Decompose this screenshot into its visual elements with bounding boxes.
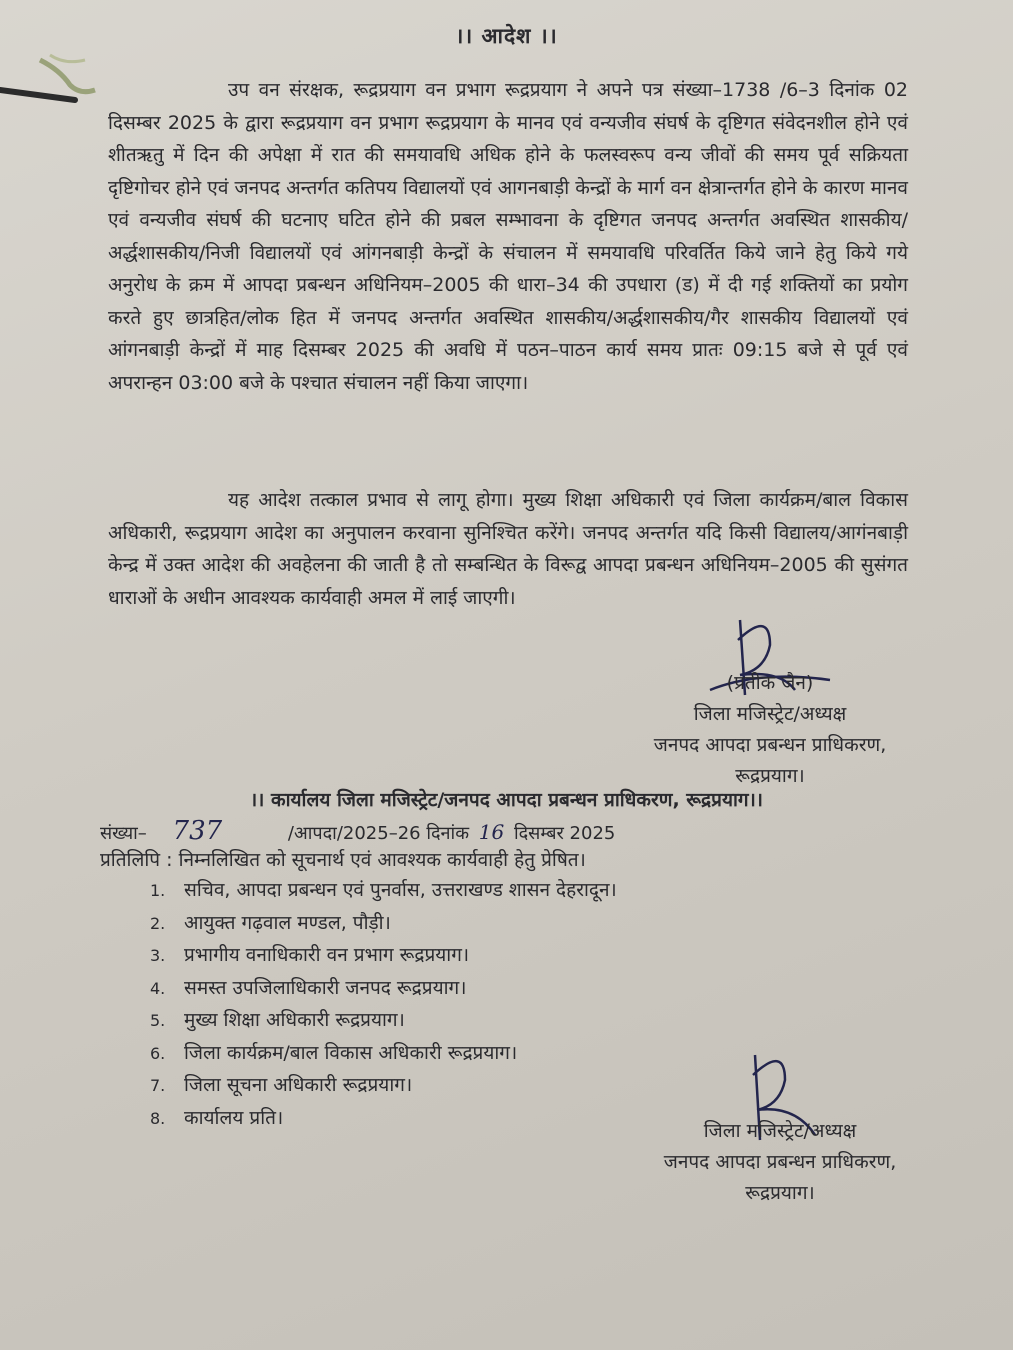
list-item	[150, 1037, 617, 1070]
reference-text: /आपदा/2025–26 दिनांक	[287, 823, 470, 844]
list-item	[150, 939, 617, 972]
signature-block-1	[620, 668, 920, 792]
list-number: 5.	[150, 1011, 166, 1030]
signatory-designation: जिला मजिस्ट्रेट/अध्यक्ष	[693, 703, 847, 725]
date-month-year: दिसम्बर 2025	[513, 823, 616, 844]
list-text: मुख्य शिक्षा अधिकारी रूद्रप्रयाग।	[184, 1009, 405, 1031]
signatory-place: रूद्रप्रयाग।	[745, 1182, 815, 1204]
list-text: जिला सूचना अधिकारी रूद्रप्रयाग।	[184, 1074, 413, 1096]
reference-line	[100, 818, 615, 847]
list-number: 8.	[150, 1108, 166, 1128]
list-item	[150, 907, 617, 940]
copy-label: प्रतिलिपि :	[100, 849, 173, 871]
list-text: कार्यालय प्रति।	[184, 1106, 284, 1129]
signature-block-2	[620, 1116, 940, 1209]
signatory-authority: जनपद आपदा प्रबन्धन प्राधिकरण,	[663, 1151, 897, 1173]
order-paragraph-1: उप वन संरक्षक, रूद्रप्रयाग वन प्रभाग रूद्रप्रयाग ने अपने पत्र संख्या–1738 /6–3 दिनांक 02 दिसम्बर 2025 के द्वारा रूद्रप्रयाग वन प्रभाग रूद्रप्रयाग के मानव एवं वन्यजीव संघर्ष के दृष्टिगत संवेदनशील होने एवं शीतऋतु में दिन की अपेक्षा में रात की समयावधि अधिक होने के फलस्वरूप वन्य जीवों की समय पूर्व सक्रियता दृष्टिगोचर होने एवं जनपद अन्तर्गत कतिपय विद्यालयों एवं आगनबाड़ी केन्द्रों के मार्ग वन क्षेत्रान्तर्गत होने के कारण मानव एवं वन्यजीव संघर्ष की घटनाए घटित होने की प्रबल सम्भावना के दृष्टिगत जनपद अन्तर्गत अवस्थित शासकीय/अर्द्धशासकीय/निजी विद्यालयों एवं आंगनबाड़ी केन्द्रों के संचालन में समयावधि परिवर्तित किये जाने हेतु किये गये अनुरोध के क्रम में आपदा प्रबन्धन अधिनियम–2005 की धारा–34 की उपधारा (ड) में दी गई शक्तियों का प्रयोग करते हुए छात्रहित/लोक हित में जनपद अन्तर्गत अवस्थित शासकीय/अर्द्धशासकीय/गैर शासकीय विद्यालयों एवं आंगनबाड़ी केन्द्रों में माह दिसम्बर 2025 की अवधि में पठन–पाठन कार्य समय प्रातः 09:15 बजे से पूर्व एवं अपरान्हन 03:00 बजे के पश्चात संचालन नहीं किया जाएगा।	[108, 79, 908, 394]
signatory-place: रूद्रप्रयाग।	[735, 765, 805, 787]
list-number: 7.	[150, 1076, 166, 1095]
list-item	[150, 972, 617, 1005]
list-text: जिला कार्यक्रम/बाल विकास अधिकारी रूद्रप्रयाग।	[184, 1041, 518, 1064]
order-paragraph-2: यह आदेश तत्काल प्रभाव से लागू होगा। मुख्य शिक्षा अधिकारी एवं जिला कार्यक्रम/बाल विकास अधिकारी, रूद्रप्रयाग आदेश का अनुपालन करवाना सुनिश्चित करेंगे। जनपद अन्तर्गत यदि किसी विद्यालय/आगंनबाड़ी केन्द्र में उक्त आदेश की अवहेलना की जाती है तो सम्बन्धित के विरूद्व आपदा प्रबन्धन अधिनियम–2005 की सुसंगत धाराओं के अधीन आवश्यक कार्यवाही अमल में लाई जाएगी।	[108, 489, 908, 609]
list-item	[150, 874, 617, 907]
pen-and-thread-object	[0, 40, 120, 120]
handwritten-day: 16	[478, 820, 505, 844]
office-header: ।। कार्यालय जिला मजिस्ट्रेट/जनपद आपदा प्रबन्धन प्राधिकरण, रूद्रप्रयाग।।	[249, 789, 763, 811]
copy-text: निम्नलिखित को सूचनार्थ एवं आवश्यक कार्यवाही हेतु प्रेषित।	[178, 849, 586, 871]
list-item	[150, 1004, 617, 1037]
list-text: आयुक्त गढ़वाल मण्डल, पौड़ी।	[184, 911, 391, 934]
list-text: प्रभागीय वनाधिकारी वन प्रभाग रूद्रप्रयाग।	[184, 944, 470, 966]
list-number: 6.	[150, 1043, 166, 1063]
copy-recipient-list	[150, 874, 617, 1134]
list-item	[150, 1102, 617, 1135]
list-number: 4.	[150, 978, 166, 998]
list-item	[150, 1069, 617, 1102]
signatory-name: (प्रतीक जैन)	[726, 672, 814, 694]
list-number: 2.	[150, 913, 166, 933]
signatory-designation: जिला मजिस्ट्रेट/अध्यक्ष	[703, 1120, 857, 1142]
list-text: सचिव, आपदा प्रबन्धन एवं पुनर्वास, उत्तराखण्ड शासन देहरादून।	[184, 879, 617, 901]
copy-line	[100, 846, 586, 872]
number-label: संख्या–	[100, 823, 147, 844]
order-title: ।। आदेश ।।	[455, 24, 558, 48]
list-number: 3.	[150, 946, 166, 965]
signatory-authority: जनपद आपदा प्रबन्धन प्राधिकरण,	[653, 734, 887, 756]
list-text: समस्त उपजिलाधिकारी जनपद रूद्रप्रयाग।	[184, 976, 467, 999]
list-number: 1.	[150, 881, 166, 900]
handwritten-number: 737	[172, 816, 223, 846]
